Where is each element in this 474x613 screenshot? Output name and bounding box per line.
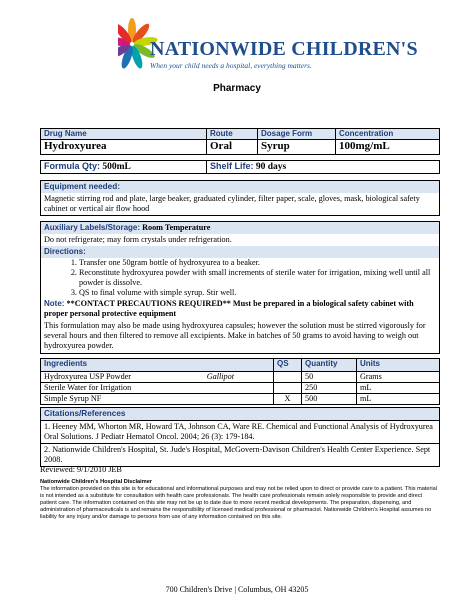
ingredient-note: Gallipot	[206, 372, 234, 381]
ingredient-qty: 500	[302, 394, 357, 404]
equipment-text: Magnetic stirring rod and plate, large beaker, graduated cylinder, filter paper, scale, gloves, mask, biological safety cabinet or vertical air flow hood	[44, 194, 420, 213]
table-row	[41, 382, 439, 393]
dosage-form: Syrup	[258, 140, 336, 154]
header-ingredients: Ingredients	[41, 359, 274, 371]
shelf-life-label: Shelf Life:	[210, 161, 254, 171]
ingredient-unit: mL	[360, 383, 372, 392]
disclaimer-title: Nationwide Children's Hospital Disclaimer	[40, 479, 152, 485]
formula-qty-label: Formula Qty:	[44, 161, 101, 171]
header-concentration: Concentration	[339, 129, 394, 138]
ingredient-qty: 50	[302, 372, 357, 382]
disclaimer-text: The information provided on this site is for educational and informational purposes and may not be relied upon to direct or provide care to a patient. This material is not intended as a substitute for consultation with health care professionals. The health care professionals remain solely responsible to provide and direct patient care. The information contained on this site may not be up to date due to more recent medical developments. The preparation, dispensing, and administration of pharmaceuticals is and remains the responsibility of licensed medical professional or pharmacist. Nationwide Children's Hospital assumes no liability for any injury and/or damage to persons from use of any information contained on this site.	[40, 486, 437, 520]
ingredients-table	[40, 358, 440, 405]
drug-name: Hydroxyurea	[41, 140, 207, 154]
ingredient-qs: X	[274, 394, 302, 404]
note-text: **CONTACT PRECAUTIONS REQUIRED** Must be prepared in a biological safety cabinet with proper personal protective equipment	[44, 299, 414, 318]
ingredient-qs	[274, 372, 302, 382]
ingredient-name: Sterile Water for Irrigation	[41, 383, 274, 393]
disclaimer	[40, 479, 440, 521]
formula-box	[40, 160, 440, 174]
citation-item: 1. Heeney MM, Whorton MR, Howard TA, Johnson CA, Ware RE. Chemical and Functional Analysis of Hydroxyurea Oral Solutions. J Pediatr Hematol Oncol. 2004; 26 (3): 179-184.	[41, 420, 439, 443]
citations-box	[40, 407, 440, 467]
ingredient-qs	[274, 383, 302, 393]
aux-value: Room Temperature	[142, 223, 211, 232]
shelf-life: 90 days	[255, 162, 287, 172]
drug-table	[40, 128, 440, 155]
directions-extra: This formulation may also be made using hydroxyurea capsules; however the solution must be stirred vigorously for several hours and then filtered to remove all excipients. Make in batches of 50 grams to avoid having to weigh out hydroxyurea powder.	[44, 321, 426, 350]
aux-text: Do not refrigerate; may form crystals under refrigeration.	[44, 235, 232, 244]
header-quantity: Quantity	[302, 359, 357, 371]
ingredient-qty: 250	[302, 383, 357, 393]
equipment-label: Equipment needed:	[41, 181, 439, 193]
concentration: 100mg/mL	[339, 140, 390, 152]
directions-box	[40, 221, 440, 354]
citation-item: 2. Nationwide Children's Hospital, St. Jude's Hospital, McGovern-Davison Children's Health Center Experience. Sept 2008.	[41, 443, 439, 466]
reviewed-date: Reviewed: 9/1/2010 JEB	[40, 465, 122, 474]
formula-qty: 500mL	[102, 162, 131, 172]
footer-address: 700 Children's Drive | Columbus, OH 43205	[165, 585, 309, 594]
ingredient-unit: Grams	[360, 372, 382, 381]
aux-label: Auxiliary Labels/Storage:	[44, 223, 141, 232]
ingredient-unit: mL	[360, 394, 372, 403]
ingredient-name: Simple Syrup NF	[41, 394, 274, 404]
citations-label: Citations/References	[41, 408, 439, 420]
note-label: Note:	[44, 299, 65, 308]
directions-list	[41, 258, 439, 298]
header-qs: QS	[274, 359, 302, 371]
ingredient-name: Hydroxyurea USP Powder	[44, 372, 132, 381]
header-dosage-form: Dosage Form	[258, 129, 336, 139]
tagline: When your child needs a hospital, everything matters.	[150, 61, 312, 70]
directions-label: Directions:	[44, 247, 86, 256]
table-row	[41, 393, 439, 404]
header-route: Route	[207, 129, 258, 139]
header-units: Units	[360, 359, 380, 368]
org-name: NATIONWIDE CHILDREN'S	[150, 38, 418, 60]
direction-step: 2. Reconstitute hydroxyurea powder with small increments of sterile water for irrigation, mixing well until all powder is dissolve.	[79, 268, 439, 288]
direction-step: 1. Transfer one 50gram bottle of hydroxyurea to a beaker.	[79, 258, 439, 268]
page-title: Pharmacy	[213, 83, 261, 94]
header-drug-name: Drug Name	[41, 129, 207, 139]
direction-step: 3. QS to final volume with simple syrup. Stir well.	[79, 288, 439, 298]
table-row	[41, 371, 439, 382]
equipment-box	[40, 180, 440, 216]
route: Oral	[207, 140, 258, 154]
